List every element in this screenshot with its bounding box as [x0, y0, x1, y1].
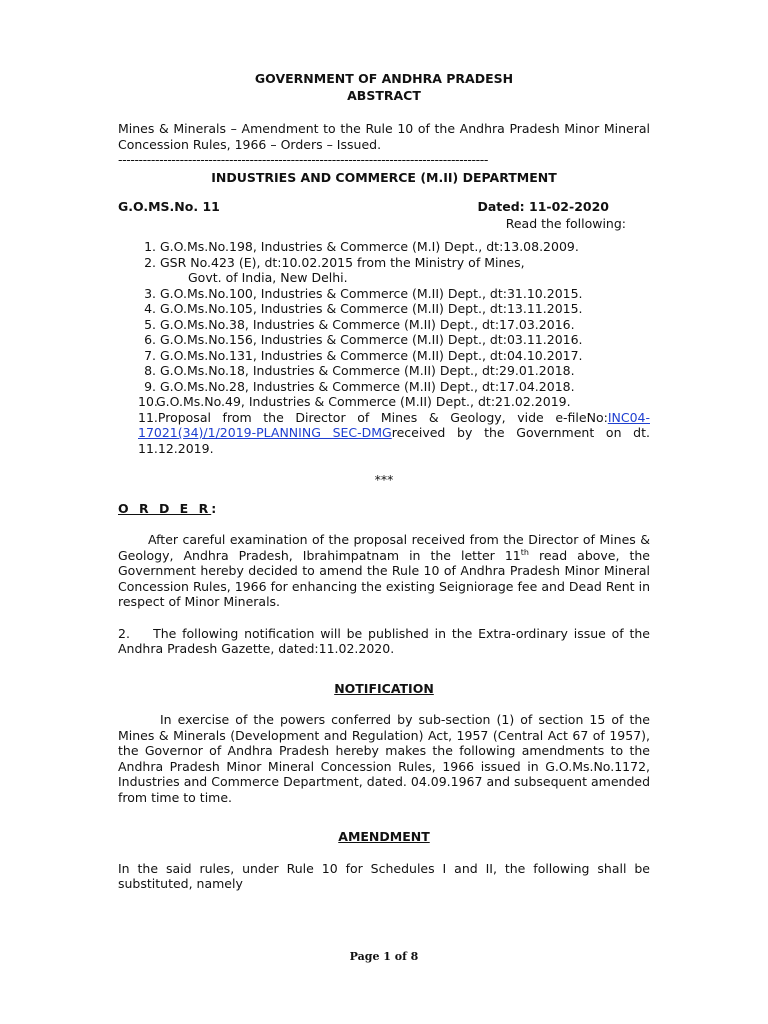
- document-page: [118, 70, 654, 892]
- reference-item: 3. G.O.Ms.No.100, Industries & Commerce (M.II) Dept., dt:31.10.2015.: [144, 285, 583, 301]
- order-paragraph-2: 2. The following notification will be published in the Extra-ordinary issue of the Andhra Pradesh Gazette, dated:11.02.2020.: [118, 625, 654, 656]
- reference-item: 10. G.O.Ms.No.49, Industries & Commerce (M.II) Dept., dt:21.02.2019.: [138, 394, 571, 409]
- subject-text: Mines & Minerals – Amendment to the Rule 10 of the Andhra Pradesh Minor Mineral Concession Rules, 1966 – Orders – Issued.: [118, 121, 650, 152]
- separator-line: ------------------------------------------------------------------------------------------: [118, 152, 488, 167]
- reference-item: 1. G.O.Ms.No.198, Industries & Commerce (M.I) Dept., dt:13.08.2009.: [144, 239, 579, 254]
- government-title: GOVERNMENT OF ANDHRA PRADESH: [254, 71, 514, 86]
- reference-item-continuation: Govt. of India, New Delhi.: [188, 270, 348, 285]
- reference-item: 5. G.O.Ms.No.38, Industries & Commerce (M.II) Dept., dt:17.03.2016.: [144, 316, 575, 332]
- reference-item: 2. GSR No.423 (E), dt:10.02.2015 from the Ministry of Mines,: [144, 254, 525, 270]
- goms-number: G.O.MS.No. 11: [118, 199, 220, 214]
- department-heading: INDUSTRIES AND COMMERCE (M.II) DEPARTMENT: [211, 169, 557, 185]
- amendment-heading: AMENDMENT: [338, 829, 430, 844]
- read-following: Read the following:: [505, 215, 626, 231]
- order-paragraph-1: After careful examination of the proposal received from the Director of Mines & Geology, Andhra Pradesh, Ibrahimpatnam in the letter 11th read above, the Government hereby decided to amend the Rule 10 of Andhra Pradesh Minor Mineral Concession Rules, 1966 for enhancing the existing Seigniorage fee and Dead Rent in respect of Minor Minerals.: [118, 532, 651, 609]
- abstract-title: ABSTRACT: [347, 88, 421, 103]
- reference-item-11: 11.Proposal from the Director of Mines & Geology, vide e-fileNo:INC04-17021(34)/1/2019-PLANNING SEC-DMGreceived by the Government on dt. 11.12.2019.: [138, 409, 650, 456]
- reference-item: 8. G.O.Ms.No.18, Industries & Commerce (M.II) Dept., dt:29.01.2018.: [144, 363, 575, 378]
- reference-list: [118, 239, 650, 410]
- goms-row: [118, 199, 650, 215]
- reference-item: 6. G.O.Ms.No.156, Industries & Commerce (M.II) Dept., dt:03.11.2016.: [144, 332, 583, 347]
- order-heading: O R D E R:: [118, 500, 217, 516]
- reference-item: 4. G.O.Ms.No.105, Industries & Commerce (M.II) Dept., dt:13.11.2015.: [144, 301, 583, 316]
- amendment-paragraph: In the said rules, under Rule 10 for Schedules I and II, the following shall be substituted, namely: [118, 860, 650, 891]
- reference-item: 9. G.O.Ms.No.28, Industries & Commerce (M.II) Dept., dt:17.04.2018.: [144, 378, 575, 394]
- notification-paragraph: In exercise of the powers conferred by sub-section (1) of section 15 of the Mines & Minerals (Development and Regulation) Act, 1957 (Central Act 67 of 1957), the Governor of Andhra Pradesh hereby makes the following amendments to the Andhra Pradesh Minor Mineral Concession Rules, 1966 issued in G.O.Ms.No.1172, Industries and Commerce Department, dated. 04.09.1967 and subsequent amended from time to time.: [118, 712, 650, 805]
- section-stars: ***: [374, 472, 394, 487]
- page-number: Page 1 of 8: [349, 950, 419, 963]
- efile-link[interactable]: INC04-17021(34)/1/2019-PLANNING SEC-DMG: [138, 409, 650, 440]
- notification-heading: NOTIFICATION: [334, 680, 434, 696]
- goms-date: Dated: 11-02-2020: [477, 199, 609, 214]
- reference-item: 7. G.O.Ms.No.131, Industries & Commerce (M.II) Dept., dt:04.10.2017.: [144, 347, 583, 363]
